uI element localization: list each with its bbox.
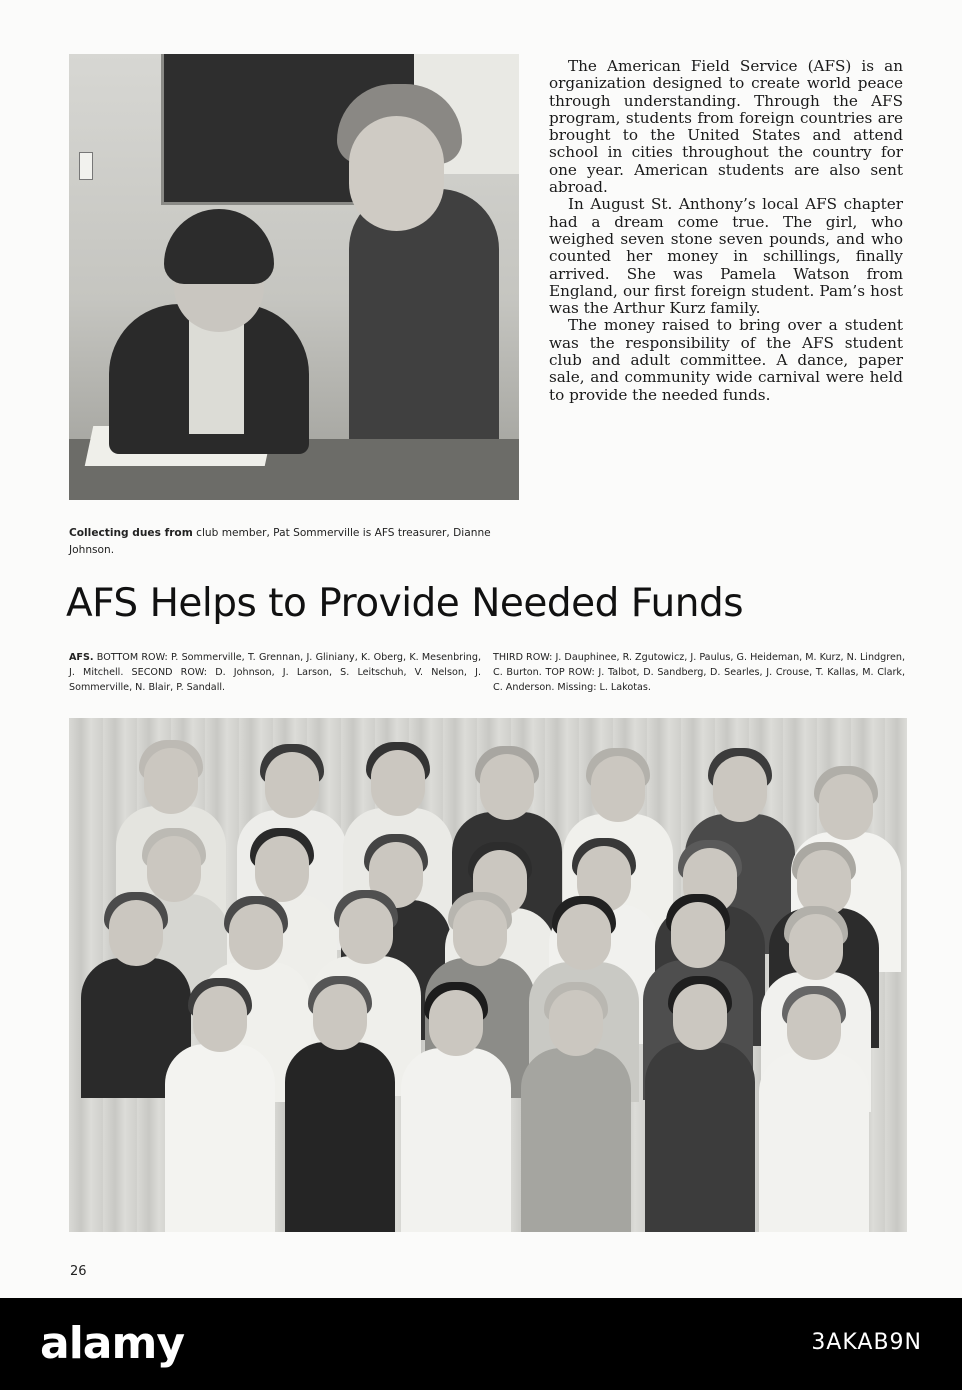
standing-student-face: [349, 116, 444, 231]
alamy-logo: alamy: [40, 1318, 184, 1369]
page-number: 26: [70, 1264, 87, 1279]
article-paragraph: In August St. Anthony’s local AFS chapter had a dream come true. The girl, who weighed seven stone seven pounds, and who counted her money in schillings, finally arrived. She was Pamela Watson from England, our first foreign student. Pam’s host was the Arthur Kurz family.: [549, 195, 903, 318]
caption-text: club member, Pat Sommerville is AFS treasurer, Dianne Johnson.: [69, 527, 491, 556]
photo-caption: [69, 525, 529, 559]
article-paragraph: The American Field Service (AFS) is an organization designed to create world peace through understanding. Through the AFS program, students from foreign countries are brought to the United States and attend school in cities throughout the country for one year. American students are also sent abroad.: [549, 57, 903, 197]
seated-student-hair: [164, 209, 274, 284]
article-body: [549, 58, 903, 404]
watermark-bar: [0, 1298, 962, 1390]
roster-left: [69, 650, 481, 695]
seated-student-blouse: [189, 314, 244, 434]
caption-lead: Collecting dues from: [69, 527, 193, 539]
roster-right: THIRD ROW: J. Dauphinee, R. Zgutowicz, J. Paulus, G. Heideman, M. Kurz, N. Lindgren, C. Burton. TOP ROW: J. Talbot, D. Sandberg, D. Searles, J. Crouse, T. Kallas, M. Clark, C. Anderson. Missing: L. Lakotas.: [493, 652, 905, 693]
roster-left-text: BOTTOM ROW: P. Sommerville, T. Grennan, J. Gliniany, K. Oberg, K. Mesenbring, J. Mitchell. SECOND ROW: D. Johnson, J. Larson, S. Leitschuh, V. Nelson, J. Sommerville, N. Blair, P. Sandall.: [69, 652, 481, 693]
light-switch: [79, 152, 93, 180]
article-paragraph: The money raised to bring over a student was the responsibility of the AFS student club and adult committee. A dance, paper sale, and community wide carnival were held to provide the needed funds.: [549, 316, 903, 404]
dues-collection-photo: [69, 54, 519, 500]
roster-lead: AFS.: [69, 652, 94, 663]
image-id: 3AKAB9N: [811, 1330, 922, 1355]
page-title: AFS Helps to Provide Needed Funds: [66, 581, 744, 626]
group-photo: [69, 718, 907, 1232]
